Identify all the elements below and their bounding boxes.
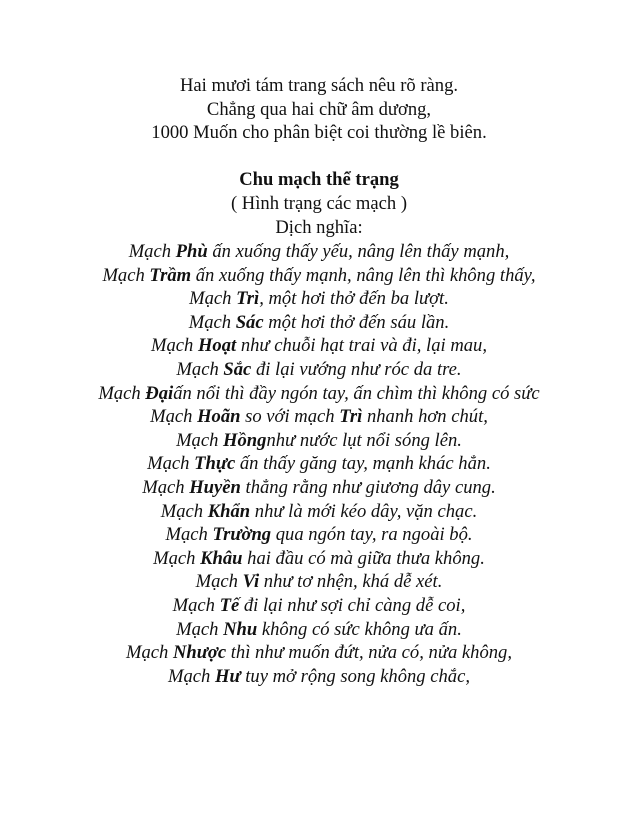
pulse-prefix: Mạch [150, 406, 198, 428]
pulse-description: như chuỗi hạt trai và đi, lại mau, [236, 335, 488, 357]
pulse-list [90, 240, 548, 688]
pulse-name: Nhược [172, 642, 227, 664]
intro-line-2: Chẳng qua hai chữ âm dương, [206, 98, 432, 120]
pulse-description: đi lại vướng như róc da tre. [251, 358, 462, 380]
pulse-line [90, 311, 548, 335]
pulse-prefix: Mạch [128, 241, 176, 262]
pulse-description: như là mới kéo dây, vặn chạc. [250, 500, 478, 522]
pulse-description: thì như muốn đứt, nửa có, nửa không, [226, 642, 512, 664]
pulse-prefix: Mạch [176, 429, 224, 451]
pulse-line [90, 405, 548, 429]
pulse-name: Huyền [189, 476, 241, 498]
pulse-description: ấn thấy găng tay, mạnh khác hẳn. [235, 453, 491, 475]
pulse-name: Khâu [200, 547, 243, 569]
pulse-name: Sắc [223, 358, 252, 380]
pulse-prefix: Mạch [147, 453, 195, 475]
pulse-name: Nhu [223, 618, 258, 640]
pulse-name: Hồng [223, 429, 267, 451]
pulse-name: Khẩn [207, 500, 251, 522]
pulse-line [90, 500, 548, 524]
pulse-name: Sác [235, 311, 264, 333]
pulse-description: tuy mở rộng song không chắc, [240, 665, 470, 687]
pulse-line [90, 382, 548, 406]
pulse-name: Phù [175, 241, 208, 262]
pulse-name: Vi [242, 571, 260, 593]
pulse-prefix: Mạch [172, 594, 220, 616]
spacer [80, 145, 558, 169]
pulse-description: nhanh hơn chút, [362, 406, 488, 428]
pulse-description: không có sức không ưa ấn. [257, 618, 462, 640]
intro-block [80, 74, 558, 239]
pulse-description: hai đầu có mà giữa thưa không. [242, 547, 485, 569]
pulse-prefix: Mạch [189, 288, 237, 310]
pulse-line [90, 641, 548, 665]
pulse-name: Tế [219, 594, 240, 616]
pulse-description: , một hơi thở đến ba lượt. [259, 288, 449, 310]
pulse-line [90, 594, 548, 618]
pulse-description: ấn nổi thì đầy ngón tay, ấn chìm thì không có sức [173, 382, 540, 404]
pulse-line [90, 547, 548, 571]
pulse-name: Đại [145, 382, 174, 404]
pulse-line [90, 240, 548, 264]
pulse-prefix: Mạch [153, 547, 201, 569]
pulse-description: qua ngón tay, ra ngoài bộ. [271, 524, 473, 546]
pulse-description: so với mạch [240, 406, 340, 428]
pulse-name: Trường [212, 524, 272, 546]
pulse-name: Trì [339, 406, 363, 428]
pulse-line [90, 452, 548, 476]
intro-line-1: Hai mươi tám trang sách nêu rõ ràng. [179, 75, 459, 96]
pulse-description: ấn xuống thấy mạnh, nâng lên thì không thấy, [191, 264, 536, 286]
pulse-line [90, 358, 548, 382]
pulse-prefix: Mạch [98, 382, 146, 404]
pulse-prefix: Mạch [176, 618, 224, 640]
pulse-prefix: Mạch [168, 665, 215, 687]
pulse-prefix: Mạch [142, 476, 190, 498]
pulse-prefix: Mạch [125, 642, 173, 664]
pulse-prefix: Mạch [150, 335, 198, 357]
pulse-line [90, 618, 548, 642]
pulse-prefix: Mạch [176, 358, 224, 380]
pulse-prefix: Mạch [165, 524, 213, 546]
pulse-line [90, 287, 548, 311]
pulse-line [90, 476, 548, 500]
pulse-description: như tơ nhện, khá dễ xét. [259, 571, 443, 593]
pulse-prefix: Mạch [102, 264, 150, 286]
pulse-name: Hư [214, 665, 241, 687]
pulse-prefix: Mạch [160, 500, 208, 522]
translation-label: Dịch nghĩa: [275, 216, 363, 238]
pulse-description: ấn xuống thấy yếu, nâng lên thấy mạnh, [207, 241, 510, 262]
pulse-name: Hoãn [197, 406, 241, 428]
section-subtitle: ( Hình trạng các mạch ) [230, 192, 408, 214]
intro-line-3: 1000 Muốn cho phân biệt coi thường lề biên. [151, 122, 487, 144]
pulse-name: Hoạt [197, 335, 237, 357]
pulse-line [90, 523, 548, 547]
pulse-line [90, 665, 548, 689]
pulse-description: đi lại như sợi chỉ càng dễ coi, [239, 594, 466, 616]
pulse-name: Thực [194, 453, 236, 475]
pulse-prefix: Mạch [188, 311, 236, 333]
pulse-line [90, 429, 548, 453]
pulse-description: như nước lụt nổi sóng lên. [266, 429, 462, 451]
section-title: Chu mạch thể trạng [239, 169, 399, 191]
pulse-line [90, 264, 548, 288]
pulse-name: Trầm [149, 264, 192, 286]
pulse-description: thẳng rằng như giương dây cung. [240, 476, 496, 498]
pulse-description: một hơi thở đến sáu lần. [263, 311, 450, 333]
pulse-line [90, 334, 548, 358]
pulse-name: Trì [236, 288, 260, 310]
pulse-line [90, 570, 548, 594]
pulse-prefix: Mạch [195, 571, 243, 593]
